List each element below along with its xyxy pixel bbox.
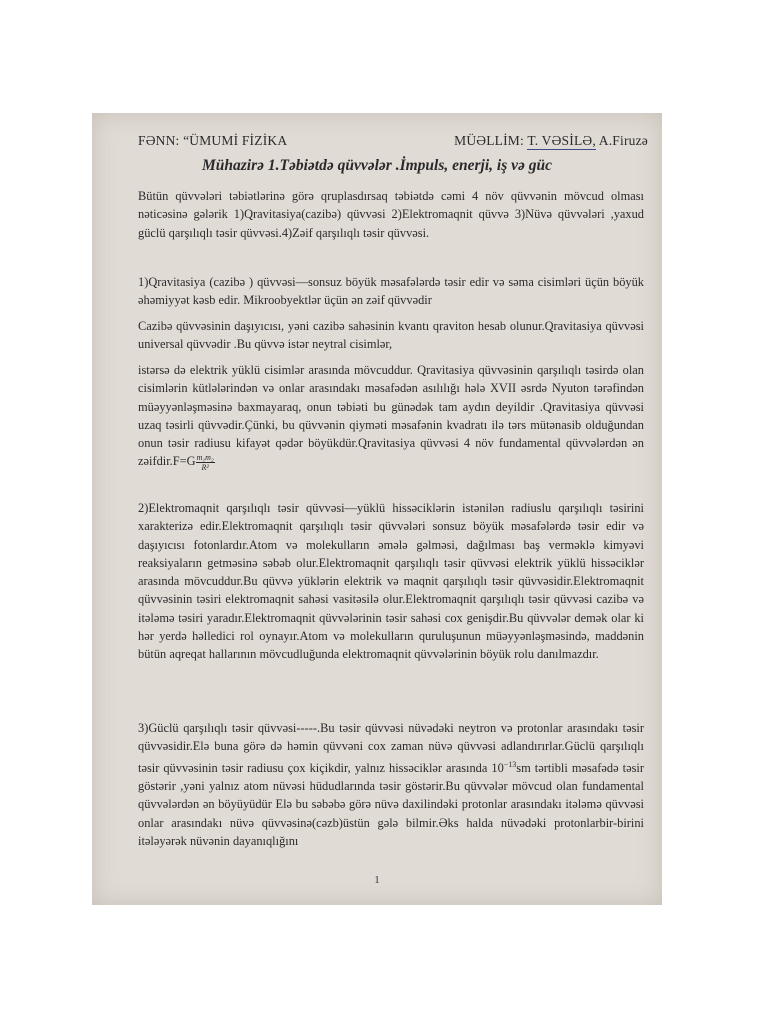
paragraph-strong-force-a: 3)Güclü qarşılıqlı təsir qüvvəsi-----.Bu təsir qüvvəsi nüvədəki neytron və protonlar arasındakı təsir qüvvəsidir.Elə buna görə də həmin qüvvəni cox zaman nüvə qüvvəsi adlandırırlar.Güclü qarşılıqlı təsir qüvvəsinin təsir radiusu çox kiçikdir, yalnız hissəciklər arasında 10 <box>138 721 644 775</box>
page-header <box>138 133 648 153</box>
paragraph-strong-force-b: sm tərtibli məsafədə təsir göstərir ,yəni yalnız atom nüvəsi hüdudlarında təsir göstərir.Bu qüvvələr mövcud olan fundamental qüvvələrdən ən böyüyüdür Elə bu səbəbə görə nüvə daxilindəki protonlar arasındakı itələmə qüvvəsi onlar arasındakı nüvə qüvvəsinə(cəzb)üstün gələ bilmir.Əks halda nüvədəki protonlarbir-birini itələyərək nüvənin dayanıqlığını <box>138 760 644 848</box>
teacher-info <box>454 133 648 149</box>
lecture-title: Mühazirə 1.Təbiətdə qüvvələr .İmpuls, enerji, iş və güc <box>201 157 552 174</box>
paragraph-electromagnetic: 2)Elektromaqnit qarşılıqlı təsir qüvvəsi—yüklü hissəciklərin istənilən radiuslu qarşılıqlı təsirini xarakterizə edir.Elektromaqnit qarşılıqlı təsir qüvvələri sonsuz böyük məsafələrdə təsir edir və daşıyıcısı fotonlardır.Atom və molekulların əmələ gəlməsi, dağılması baş verməklə kimyəvi reaksiyaların getməsinə səbəb olur.Elektromaqnit qarşılıqlı təsir qüvvəsi elektrik yüklü hissəciklər arasında mövcuddur.Bu qüvvə yüklərin elektrik və maqnit qarşılıqlı təsir qüvvəsidir.Elektromaqnit qüvvəsinin təsiri elektromaqnit sahəsi vasitəsilə olur.Elektromaqnit qarşılıqlı təsir qüvvəsi cazibə və itələmə təsiri yaradır.Elektromaqnit qüvvələrinin təsir sahəsi cox genişdir.Bu qüvvələr demək olar ki hər yerdə həlledici rol oynayır.Atom və molekulların quruluşunun müəyyənləşməsində, maddənin bütün aqreqat hallarının mövcudluğunda elektromaqnit qüvvələrinin böyük rolu danılmazdır. <box>138 501 644 662</box>
paragraph-graviton: Cazibə qüvvəsinin daşıyıcısı, yəni cazibə sahəsinin kvantı qraviton hesab olunur.Qravitasiya qüvvəsi universal qüvvədir .Bu qüvvə istər neytral cisimlər, <box>138 319 644 352</box>
paragraph-gravitation: 1)Qravitasiya (cazibə ) qüvvəsi—sonsuz böyük məsafələrdə təsir edir və səma cisimləri üçün böyük əhəmiyyət kəsb edir. Mikroobyektlər üçün ən zəif qüvvədir <box>138 275 644 308</box>
formula-denominator: R² <box>201 463 209 473</box>
document-page <box>92 113 662 905</box>
paragraph-intro: Bütün qüvvələri təbiətlərinə görə qruplasdırsaq təbiətdə cəmi 4 növ qüvvənin mövcud olması nəticəsinə gələrik 1)Qravitasiya(cazibə) qüvvəsi 2)Elektromaqnit qüvvə 3)Nüvə qüvvələri ,yaxud güclü qarşılıqlı təsir qüvvəsi.4)Zəif qarşılıqlı təsir qüvvəsi. <box>138 189 644 240</box>
subject-label: FƏNN: “ÜMUMİ FİZİKA <box>138 133 288 148</box>
exponent: −13 <box>503 759 517 769</box>
formula-numerator: m₁m₂ <box>196 453 214 463</box>
page-number: 1 <box>374 875 380 886</box>
newton-formula <box>196 453 215 473</box>
paragraph-gravitation-detail-text: istərsə də elektrik yüklü cisimlər arasında mövcuddur. Qravitasiya qüvvəsinin qarşılıqlı təsirdə olan cisimlərin kütlələrindən və onlar arasındakı məsafədən asılılığı hələ XVII əsrdə Nyuton tərəfindən müəyyənləşməsinə baxmayaraq, onun təbiəti bu günədək tam aydın deyildir .Qravitasiya qüvvəsi uzaq təsirli qüvvədir.Çünki, bu qüvvənin qiyməti məsafənin kvadratı ilə tərs mütənasib olduğundan onun təsir radiusu kifayət qədər böyükdür.Qravitasiya qüvvəsi 4 növ fundamental qüvvələrdən ən zəifdir.F=G <box>138 363 644 469</box>
teacher-extra: A.Firuzə <box>598 133 648 148</box>
teacher-name: T. VƏSİLƏ, <box>527 133 596 148</box>
paragraph-gravitation-detail <box>138 361 644 472</box>
formula-fraction <box>196 453 215 472</box>
teacher-label: MÜƏLLİM: <box>454 133 524 148</box>
paragraph-strong-force <box>138 719 644 850</box>
